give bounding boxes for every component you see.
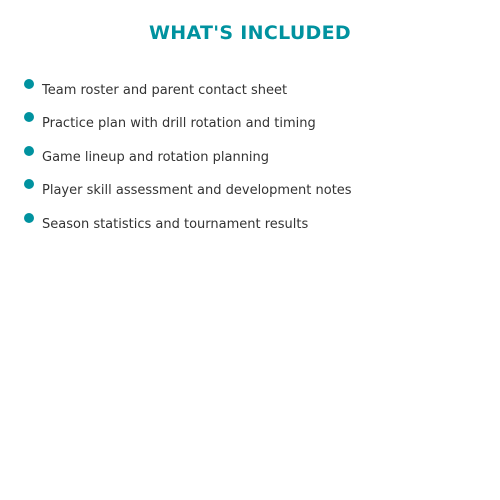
bullet-dot-icon — [24, 112, 34, 122]
list-item-label: Practice plan with drill rotation and timing — [42, 116, 316, 132]
list-item — [0, 178, 352, 211]
bullet-dot-icon — [24, 179, 34, 189]
bullet-dot-icon — [24, 79, 34, 89]
list-item-label: Game lineup and rotation planning — [42, 149, 270, 165]
list-item — [0, 212, 352, 245]
feature-list — [0, 78, 352, 245]
bullet-dot-icon — [24, 213, 34, 223]
bullet-dot-icon — [24, 146, 34, 156]
list-item — [0, 78, 352, 111]
page-title: WHAT'S INCLUDED — [149, 22, 351, 44]
list-item-label: Season statistics and tournament results — [42, 216, 309, 232]
list-item-label: Player skill assessment and development notes — [42, 183, 352, 199]
list-item-label: Team roster and parent contact sheet — [42, 83, 288, 98]
list-item — [0, 145, 352, 178]
list-item — [0, 111, 352, 144]
